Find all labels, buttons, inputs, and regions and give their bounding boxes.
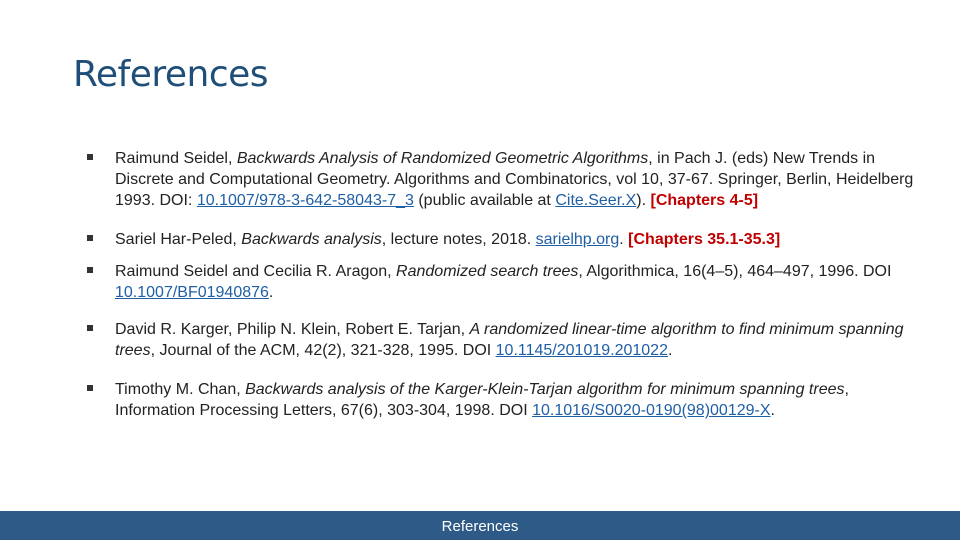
reference-title: A randomized linear-time algorithm to find minimum spanning trees [115, 321, 904, 359]
reference-list [76, 148, 922, 439]
reference-title: Backwards Analysis of Randomized Geometric Algorithms [236, 150, 649, 167]
reference-item [76, 319, 922, 361]
sarielhp-link[interactable]: sarielhp.org [535, 231, 620, 248]
footer-label: References [441, 518, 519, 535]
reference-title: Backwards analysis [241, 231, 382, 248]
footer-bar [0, 511, 960, 540]
reference-item [76, 379, 922, 421]
reference-text: (public available at [413, 192, 556, 209]
reference-text: . [770, 402, 775, 419]
square-bullet-icon [87, 385, 93, 391]
slide-title: References [73, 54, 269, 95]
chapters-note: [Chapters 35.1-35.3] [628, 231, 781, 248]
square-bullet-icon [87, 154, 93, 160]
reference-details: , Algorithmica, 16(4–5), 464–497, 1996. DOI [578, 263, 892, 280]
reference-title: Randomized search trees [396, 263, 579, 280]
reference-authors: Sariel Har-Peled, [115, 231, 242, 248]
reference-text: . [619, 231, 629, 248]
doi-link[interactable]: 10.1007/BF01940876 [115, 284, 269, 301]
square-bullet-icon [87, 325, 93, 331]
reference-text: . [268, 284, 274, 301]
reference-text: . [667, 342, 673, 359]
reference-details: , Information Processing Letters, 67(6), 303-304, 1998. DOI [115, 381, 849, 419]
square-bullet-icon [87, 267, 93, 273]
doi-link[interactable]: 10.1007/978-3-642-58043-7_3 [196, 192, 414, 209]
doi-link[interactable]: 10.1016/S0020-0190(98)00129-X [532, 402, 771, 419]
reference-item [76, 148, 922, 211]
reference-details: , in Pach J. (eds) New Trends in Discrete and Computational Geometry. Algorithms and Combinatorics, vol 10, 37-67. Springer, Berlin, Heidelberg 1993. DOI: [115, 150, 914, 209]
reference-details: , Journal of the ACM, 42(2), 321-328, 1995. DOI [150, 342, 496, 359]
reference-text: ). [636, 192, 651, 209]
reference-item [76, 229, 922, 250]
reference-item [76, 261, 922, 303]
reference-authors: Raimund Seidel, [115, 150, 237, 167]
square-bullet-icon [87, 235, 93, 241]
citeseerx-link[interactable]: Cite.Seer.X [555, 192, 637, 209]
reference-authors: Timothy M. Chan, [115, 381, 246, 398]
doi-link[interactable]: 10.1145/201019.201022 [495, 342, 668, 359]
chapters-note: [Chapters 4-5] [650, 192, 759, 209]
reference-title: Backwards analysis of the Karger-Klein-Tarjan algorithm for minimum spanning trees [245, 381, 845, 398]
reference-authors: David R. Karger, Philip N. Klein, Robert E. Tarjan, [115, 321, 470, 338]
reference-authors: Raimund Seidel and Cecilia R. Aragon, [115, 263, 397, 280]
reference-details: , lecture notes, 2018. [381, 231, 536, 248]
